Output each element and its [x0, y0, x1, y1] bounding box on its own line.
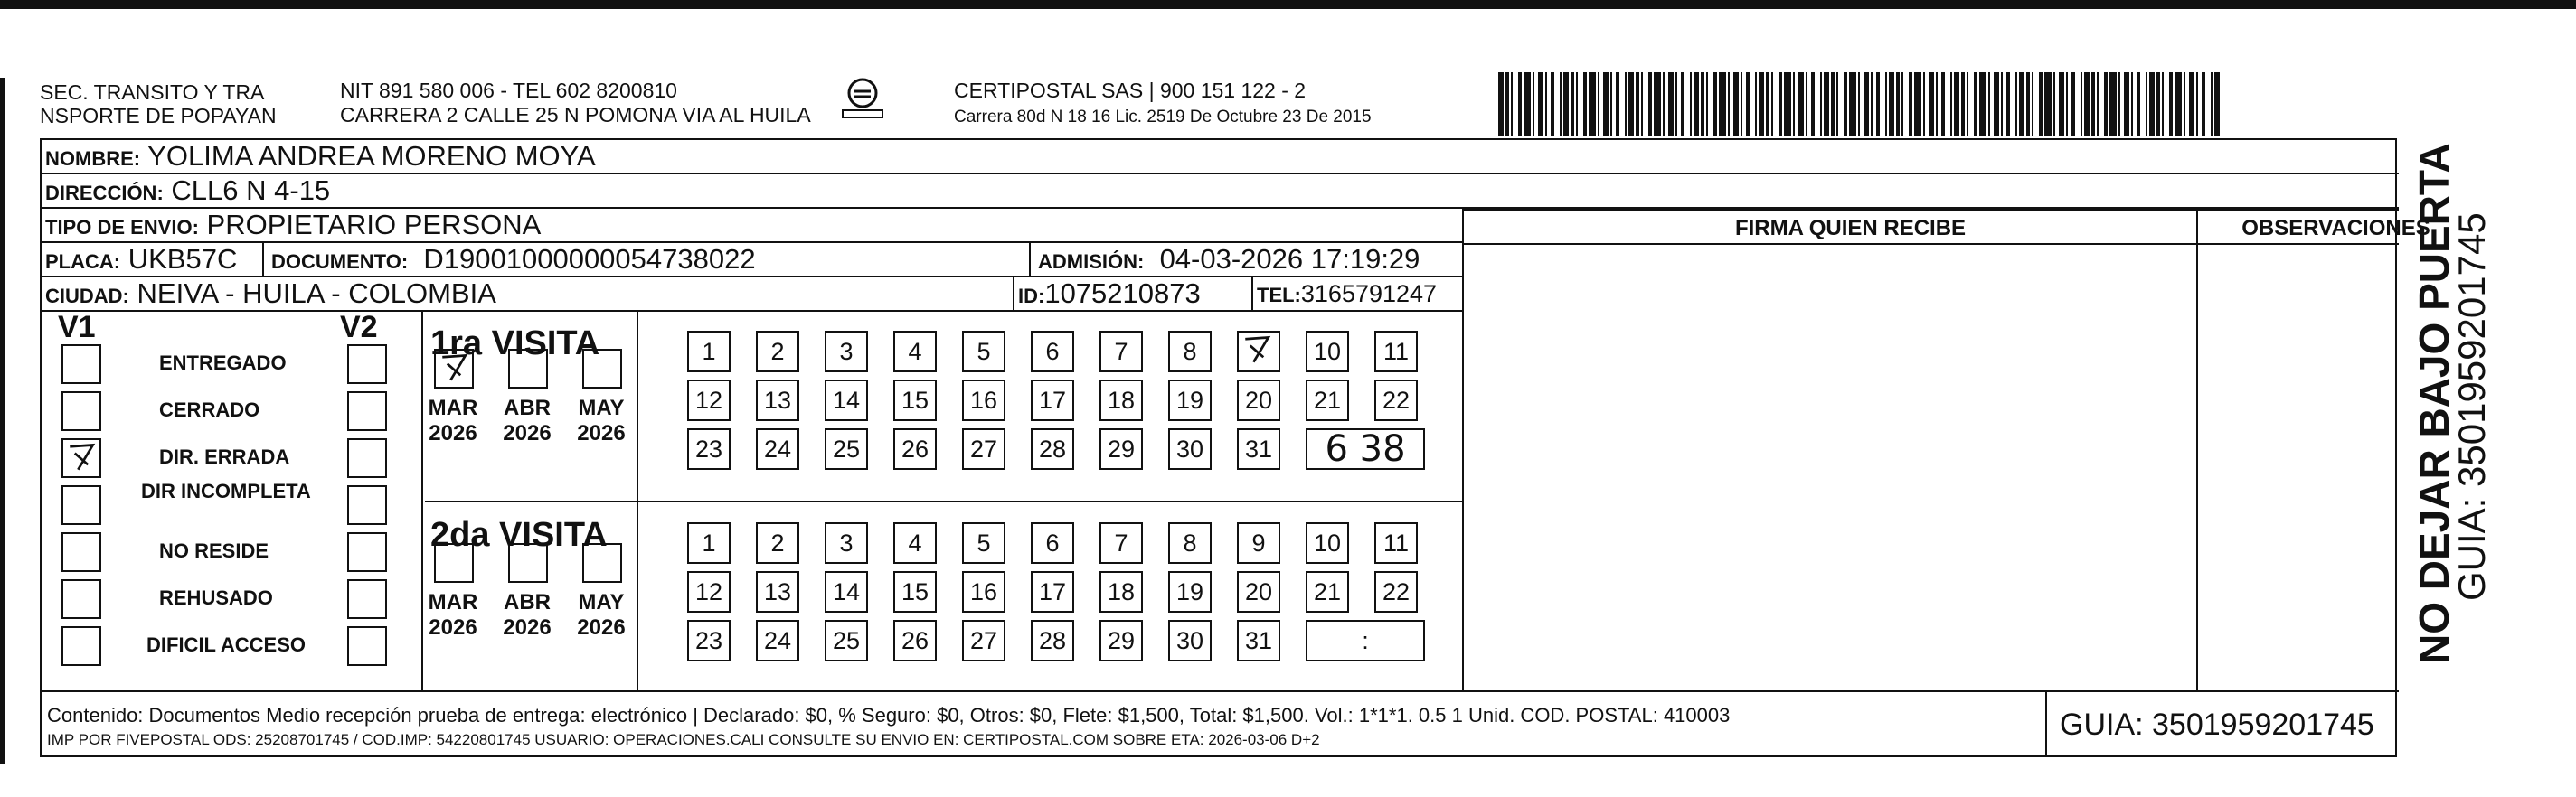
barcode: [1496, 72, 2220, 136]
first-visit-day-6[interactable]: 6: [1031, 331, 1074, 372]
row-ciudad: [42, 277, 1464, 312]
first-visit-day-8[interactable]: 8: [1168, 331, 1212, 372]
id-label: ID:: [1018, 285, 1045, 307]
status-label-3: DIR. ERRADA: [159, 445, 290, 468]
status-label-1: ENTREGADO: [159, 352, 287, 374]
first-visit-day-11[interactable]: 11: [1374, 331, 1418, 372]
v1-checkbox-2[interactable]: [61, 391, 101, 431]
month-checkbox-mar[interactable]: [434, 543, 474, 583]
first-visit-day-5[interactable]: 5: [962, 331, 1005, 372]
nit-line: NIT 891 580 006 - TEL 602 8200810: [340, 79, 677, 102]
no-dejar-notice: NO DEJAR BAJO PUERTA: [2411, 143, 2458, 664]
second-visit-day-24[interactable]: 24: [756, 620, 799, 661]
status-label-6: REHUSADO: [159, 586, 273, 609]
observaciones-left-border: [2196, 209, 2198, 690]
status-block: [42, 312, 423, 690]
first-visit-day-27[interactable]: 27: [962, 428, 1005, 470]
nombre-value: YOLIMA ANDREA MORENO MOYA: [147, 140, 596, 172]
first-visit-day-13[interactable]: 13: [756, 380, 799, 421]
month-label-abr: ABR: [504, 590, 551, 614]
row-placa: [42, 243, 1464, 277]
delivery-form: [40, 138, 2430, 757]
month-checkbox-may[interactable]: [582, 543, 622, 583]
second-visit-day-23[interactable]: 23: [687, 620, 731, 661]
address-line: CARRERA 2 CALLE 25 N POMONA VIA AL HUILA: [340, 103, 811, 127]
v2-checkbox-6[interactable]: [347, 579, 387, 619]
row-tipo: [42, 209, 1464, 243]
top-border: [0, 0, 2576, 9]
admision-label: ADMISIÓN:: [1038, 250, 1145, 273]
year-label-abr: 2026: [503, 421, 552, 445]
second-visit-day-31[interactable]: 31: [1237, 620, 1280, 661]
first-visit-day-20[interactable]: 20: [1237, 380, 1280, 421]
first-visit-day-1[interactable]: 1: [687, 331, 731, 372]
second-visit-day-26[interactable]: 26: [893, 620, 937, 661]
handwritten-check-icon: [63, 440, 99, 476]
first-visit-day-15[interactable]: 15: [893, 380, 937, 421]
sender-line-2: NSPORTE DE POPAYAN: [40, 104, 277, 127]
second-visit-day-2[interactable]: 2: [756, 522, 799, 564]
documento-value: D19001000000054738022: [423, 243, 756, 275]
month-checkbox-mar[interactable]: [434, 349, 474, 389]
second-visit-day-11[interactable]: 11: [1374, 522, 1418, 564]
month-label-mar: MAR: [428, 396, 478, 420]
documento-label: DOCUMENTO:: [271, 250, 409, 273]
sender-line-1: SEC. TRANSITO Y TRA: [40, 80, 265, 104]
visit-month-day-divider: [637, 312, 638, 690]
v2-checkbox-7[interactable]: [347, 626, 387, 666]
v2-checkbox-1[interactable]: [347, 344, 387, 384]
v1-checkbox-6[interactable]: [61, 579, 101, 619]
status-label-2: CERRADO: [159, 398, 260, 421]
second-visit-day-20[interactable]: 20: [1237, 571, 1280, 613]
first-visit-day-31[interactable]: 31: [1237, 428, 1280, 470]
row-direccion: [42, 174, 2399, 209]
v1-header: V1: [58, 310, 96, 344]
v2-checkbox-2[interactable]: [347, 391, 387, 431]
v2-checkbox-5[interactable]: [347, 532, 387, 572]
first-visit-day-28[interactable]: 28: [1031, 428, 1074, 470]
visit-separator: [425, 501, 1462, 502]
month-checkbox-abr[interactable]: [508, 543, 548, 583]
second-visit-day-15[interactable]: 15: [893, 571, 937, 613]
second-visit-day-4[interactable]: 4: [893, 522, 937, 564]
left-margin-line: [0, 78, 5, 764]
first-visit-day-26[interactable]: 26: [893, 428, 937, 470]
v1-checkbox-1[interactable]: [61, 344, 101, 384]
footer-imp: IMP POR FIVEPOSTAL ODS: 25208701745 / COD.IMP: 54220801745 USUARIO: OPERACIONES.CALI CONSULTE SU ENVIO EN: CERTIPOSTAL.COM SOBRE ETA: 2026-03-06 D+2: [47, 731, 1320, 748]
first-visit-day-17[interactable]: 17: [1031, 380, 1074, 421]
second-visit-day-22[interactable]: 22: [1374, 571, 1418, 613]
nombre-label: NOMBRE:: [45, 147, 141, 170]
second-visit-title: 2da VISITA: [430, 516, 608, 554]
first-visit-day-25[interactable]: 25: [825, 428, 868, 470]
status-label-7: DIFICIL ACCESO: [146, 633, 307, 656]
second-visit-day-19[interactable]: 19: [1168, 571, 1212, 613]
id-value: 1075210873: [1044, 277, 1201, 309]
second-visit-day-28[interactable]: 28: [1031, 620, 1074, 661]
status-label-5: NO RESIDE: [159, 539, 269, 562]
year-label-mar: 2026: [429, 421, 477, 445]
first-visit-day-30[interactable]: 30: [1168, 428, 1212, 470]
first-visit-day-12[interactable]: 12: [687, 380, 731, 421]
v1-checkbox-4[interactable]: [61, 485, 101, 525]
second-visit-day-16[interactable]: 16: [962, 571, 1005, 613]
tel-label: TEL:: [1257, 284, 1301, 306]
first-visit-day-22[interactable]: 22: [1374, 380, 1418, 421]
first-visit-time-field[interactable]: 6 38: [1306, 428, 1425, 470]
second-visit-day-6[interactable]: 6: [1031, 522, 1074, 564]
admision-value: 04-03-2026 17:19:29: [1159, 243, 1420, 275]
second-visit-day-1[interactable]: 1: [687, 522, 731, 564]
second-visit-day-27[interactable]: 27: [962, 620, 1005, 661]
second-visit-day-7[interactable]: 7: [1099, 522, 1143, 564]
second-visit-day-25[interactable]: 25: [825, 620, 868, 661]
second-visit-day-21[interactable]: 21: [1306, 571, 1349, 613]
firma-header: FIRMA QUIEN RECIBE: [1734, 216, 1967, 240]
second-visit-day-13[interactable]: 13: [756, 571, 799, 613]
second-visit-day-17[interactable]: 17: [1031, 571, 1074, 613]
year-label-may: 2026: [577, 615, 626, 640]
license-line: Carrera 80d N 18 16 Lic. 2519 De Octubre 23 De 2015: [954, 108, 1372, 127]
first-visit-day-29[interactable]: 29: [1099, 428, 1143, 470]
first-visit-day-24[interactable]: 24: [756, 428, 799, 470]
second-visit-day-3[interactable]: 3: [825, 522, 868, 564]
side-guia: GUIA: 3501959201745: [2450, 212, 2493, 601]
tipo-label: TIPO DE ENVIO:: [45, 216, 199, 239]
second-visit-day-8[interactable]: 8: [1168, 522, 1212, 564]
footer-contenido: Contenido: Documentos Medio recepción prueba de entrega: electrónico | Declarado: $0, % Seguro: $0, Otros: $0, Flete: $1,500, Total: $1,500. Vol.: 1*1*1. 0.5 1 Unid. COD. POSTAL: 410003: [47, 704, 1731, 727]
first-visit-day-7[interactable]: 7: [1099, 331, 1143, 372]
month-label-abr: ABR: [504, 396, 551, 420]
year-label-abr: 2026: [503, 615, 552, 640]
ciudad-label: CIUDAD:: [45, 285, 129, 307]
second-visit-day-29[interactable]: 29: [1099, 620, 1143, 661]
first-visit-day-18[interactable]: 18: [1099, 380, 1143, 421]
v2-checkbox-3[interactable]: [347, 438, 387, 478]
observaciones-header: OBSERVACIONES: [2241, 216, 2430, 240]
year-label-may: 2026: [577, 421, 626, 445]
month-checkbox-may[interactable]: [582, 349, 622, 389]
first-visit-day-3[interactable]: 3: [825, 331, 868, 372]
first-visit-day-23[interactable]: 23: [687, 428, 731, 470]
second-visit-day-9[interactable]: 9: [1237, 522, 1280, 564]
direccion-value: CLL6 N 4-15: [171, 174, 331, 206]
direccion-label: DIRECCIÓN:: [45, 182, 164, 204]
handwritten-check-icon: [436, 351, 472, 387]
second-visit-day-10[interactable]: 10: [1306, 522, 1349, 564]
status-label-4: DIR INCOMPLETA: [141, 480, 311, 502]
company-line: CERTIPOSTAL SAS | 900 151 122 - 2: [954, 79, 1307, 102]
v2-header: V2: [340, 310, 378, 344]
firma-left-border: [1462, 243, 1464, 690]
month-label-mar: MAR: [428, 590, 478, 614]
year-label-mar: 2026: [429, 615, 477, 640]
certipostal-logo-icon: [839, 76, 886, 123]
placa-value: UKB57C: [127, 243, 238, 275]
second-visit-day-30[interactable]: 30: [1168, 620, 1212, 661]
second-visit-day-5[interactable]: 5: [962, 522, 1005, 564]
month-checkbox-abr[interactable]: [508, 349, 548, 389]
first-visit-day-19[interactable]: 19: [1168, 380, 1212, 421]
first-visit-day-9[interactable]: [1237, 331, 1280, 372]
first-visit-day-2[interactable]: 2: [756, 331, 799, 372]
second-visit-day-18[interactable]: 18: [1099, 571, 1143, 613]
v1-checkbox-5[interactable]: [61, 532, 101, 572]
first-visit-title: 1ra VISITA: [430, 324, 600, 362]
first-visit-day-21[interactable]: 21: [1306, 380, 1349, 421]
footer-guia: GUIA: 3501959201745: [2060, 708, 2374, 742]
month-label-may: MAY: [578, 590, 625, 614]
tel-value: 3165791247: [1300, 280, 1438, 307]
second-visit-time-field[interactable]: :: [1306, 620, 1425, 661]
tipo-value: PROPIETARIO PERSONA: [206, 209, 542, 240]
v2-checkbox-4[interactable]: [347, 485, 387, 525]
second-visit-day-12[interactable]: 12: [687, 571, 731, 613]
ciudad-value: NEIVA - HUILA - COLOMBIA: [137, 277, 496, 309]
v1-checkbox-3[interactable]: [61, 438, 101, 478]
month-label-may: MAY: [578, 396, 625, 420]
first-visit-day-16[interactable]: 16: [962, 380, 1005, 421]
handwritten-check-icon: [1239, 333, 1275, 369]
placa-label: PLACA:: [45, 250, 121, 273]
second-visit-day-14[interactable]: 14: [825, 571, 868, 613]
first-visit-day-14[interactable]: 14: [825, 380, 868, 421]
first-visit-day-4[interactable]: 4: [893, 331, 937, 372]
first-visit-day-10[interactable]: 10: [1306, 331, 1349, 372]
row-nombre: [42, 140, 2399, 174]
v1-checkbox-7[interactable]: [61, 626, 101, 666]
